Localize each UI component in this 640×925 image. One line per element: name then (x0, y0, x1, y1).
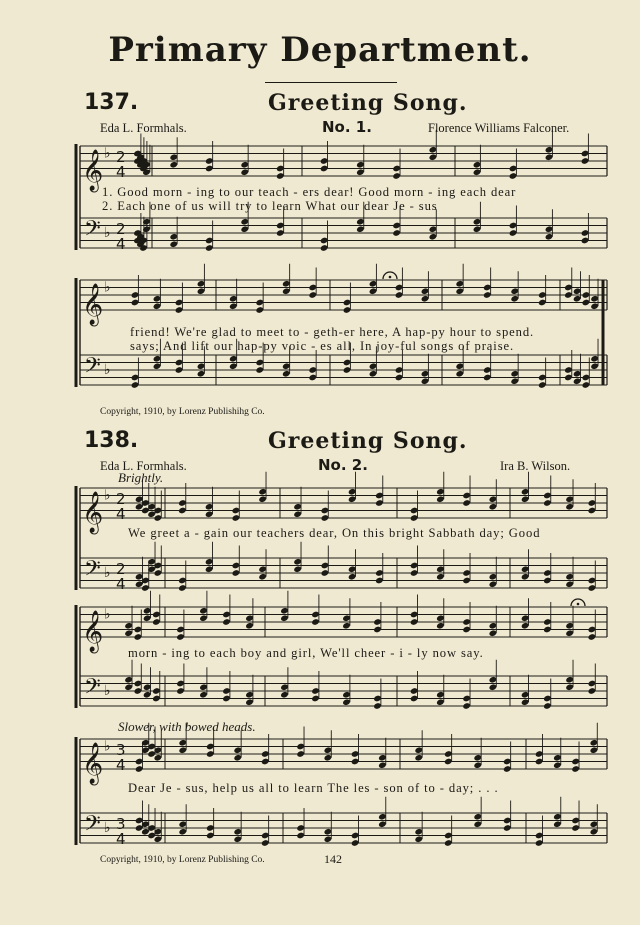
bass-clef-icon: 𝄢 (84, 556, 101, 587)
hymn-138-row1-lyrics: We greet a - gain our teachers dear, On this bright Sabbath day; Good (128, 526, 541, 540)
hymn-138-title: Greeting Song. (268, 428, 468, 454)
time-sig-top: 3 (116, 741, 126, 759)
time-sig-top: 2 (116, 490, 126, 508)
hymn-138-copyright: Copyright, 1910, by Lorenz Publishing Co. (100, 855, 265, 865)
hymn-137-row2-verse2: says; And lift our hap-py voic - es all, In joy-ful songs of praise. (130, 339, 515, 353)
treble-clef-icon: 𝄞 (82, 492, 104, 533)
hymn-137-lyricist: Eda L. Formhals. (100, 121, 187, 135)
hymn-138-row3-lyrics: Dear Je - sus, help us all to learn The les - son of to - day; . . . (128, 781, 499, 795)
hymn-137-row2-verse1: friend! We're glad to meet to - geth-er here, A hap-py hour to spend. (130, 325, 535, 339)
fermata-dot (577, 603, 580, 606)
time-sig-bottom: 4 (116, 163, 126, 181)
flat-icon: ♭ (104, 225, 111, 241)
time-sig-bottom: 4 (116, 575, 126, 593)
flat-icon: ♭ (104, 738, 111, 755)
flat-icon: ♭ (104, 565, 111, 581)
page-title: Primary Department. (108, 30, 532, 70)
flat-icon: ♭ (104, 820, 111, 836)
hymn-138-tempo2: Slower, with bowed heads. (118, 719, 256, 734)
hymn-137-number: 137. (84, 90, 139, 115)
bass-clef-icon: 𝄢 (84, 811, 101, 842)
bass-clef-icon: 𝄢 (84, 674, 101, 705)
hymn-137-composer: Florence Williams Falconer. (428, 121, 570, 135)
flat-icon: ♭ (104, 606, 111, 623)
treble-clef-icon: 𝄞 (82, 284, 104, 325)
time-sig-top: 3 (116, 815, 126, 833)
hymn-137-subtitle: No. 1. (322, 118, 372, 136)
time-sig-bottom: 4 (116, 505, 126, 523)
flat-icon: ♭ (104, 487, 111, 504)
time-sig-bottom: 4 (116, 235, 126, 253)
time-sig-top: 2 (116, 148, 126, 166)
time-sig-bottom: 4 (116, 756, 126, 774)
treble-clef-icon: 𝄞 (82, 150, 104, 191)
hymn-137-title: Greeting Song. (268, 90, 468, 116)
flat-icon: ♭ (104, 683, 111, 699)
flat-icon: ♭ (104, 145, 111, 162)
time-sig-top: 2 (116, 220, 126, 238)
hymn-138-composer: Ira B. Wilson. (500, 459, 571, 473)
hymn-137-copyright: Copyright, 1910, by Lorenz Publishihg Co. (100, 407, 265, 417)
flat-icon: ♭ (104, 362, 111, 378)
bass-clef-icon: 𝄢 (84, 216, 101, 247)
time-sig-bottom: 4 (116, 830, 126, 848)
bass-clef-icon: 𝄢 (84, 353, 101, 384)
hymn-138-number: 138. (84, 428, 139, 453)
hymn-138-subtitle: No. 2. (318, 456, 368, 474)
treble-clef-icon: 𝄞 (82, 611, 104, 652)
hymn-138-row2-lyrics: morn - ing to each boy and girl, We'll cheer - i - ly now say. (128, 646, 484, 660)
treble-clef-icon: 𝄞 (82, 743, 104, 784)
hymn-138-lyricist: Eda L. Formhals. (100, 459, 187, 473)
fermata-dot (389, 276, 392, 279)
hymn-138-tempo: Brightly. (118, 470, 164, 485)
flat-icon: ♭ (104, 279, 111, 296)
time-sig-top: 2 (116, 560, 126, 578)
page-number: 142 (324, 852, 342, 866)
hymn-137-row1-verse1: 1. Good morn - ing to our teach - ers dear! Good morn - ing each dear (102, 185, 517, 199)
hymn-137-row1-verse2: 2. Each one of us will try to learn What our dear Je - sus (102, 199, 438, 213)
